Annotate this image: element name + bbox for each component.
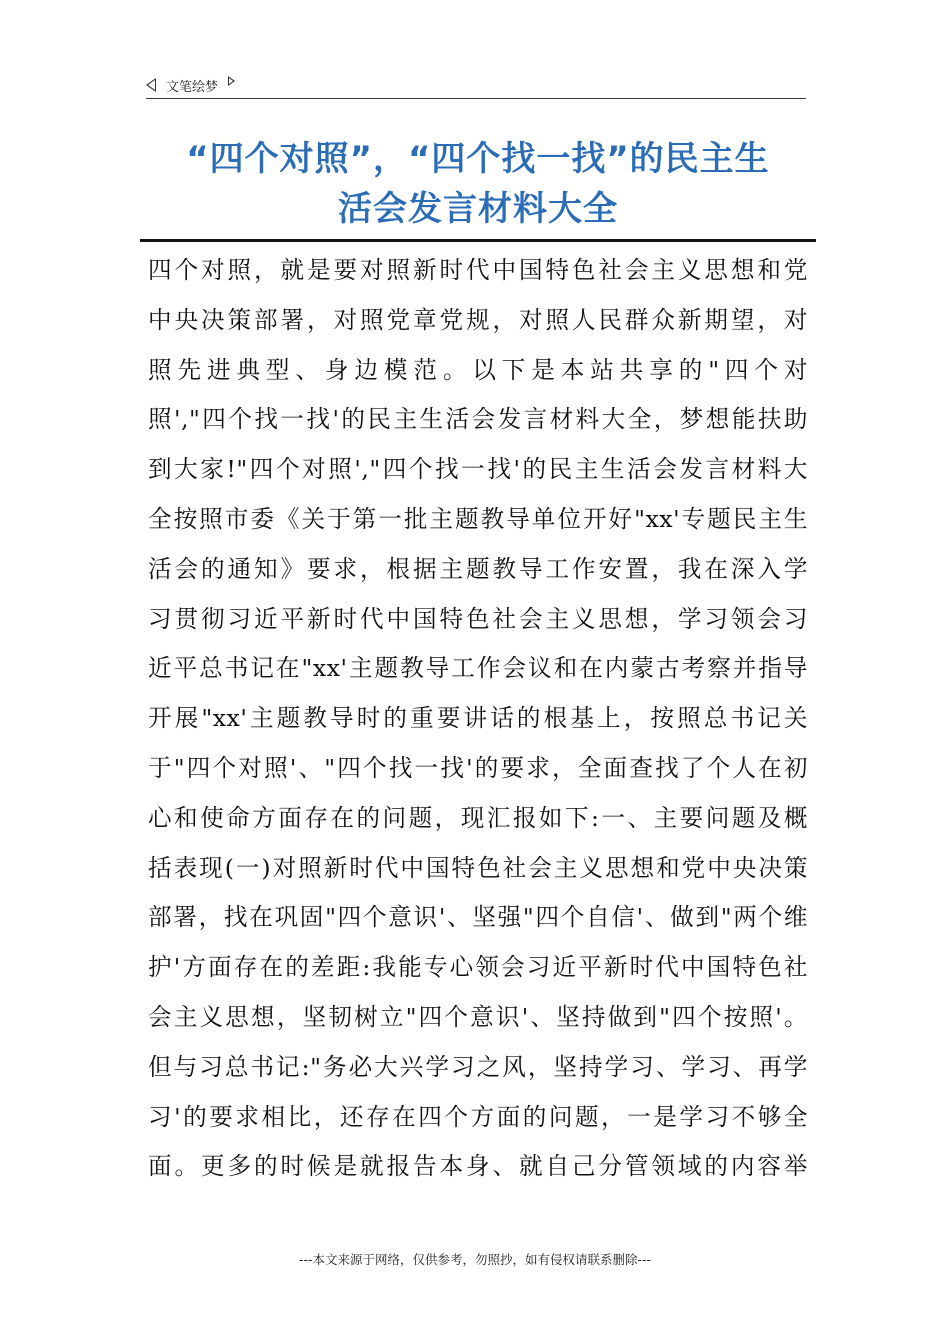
document-title-line1: “四个对照”，“四个找一找”的民主生 bbox=[186, 139, 770, 179]
body-line: 护'方面存在的差距:我能专心领会习近平新时代中国特色社 bbox=[148, 953, 808, 982]
document-title bbox=[140, 134, 816, 234]
body-line: 括表现(一)对照新时代中国特色社会主义思想和党中央决策 bbox=[148, 853, 808, 882]
body-line: 会主义思想，坚韧树立"四个意识'、坚持做到"四个按照'。 bbox=[148, 1002, 808, 1031]
document-title-line2: 活会发言材料大全 bbox=[338, 189, 618, 229]
body-line: 近平总书记在"xx'主题教导工作会议和在内蒙古考察并指导 bbox=[148, 654, 808, 683]
body-line: 活会的通知》要求，根据主题教导工作安置，我在深入学 bbox=[148, 554, 808, 583]
header-brand: 文笔绘梦 bbox=[166, 79, 219, 95]
body-text bbox=[148, 246, 808, 1192]
body-line: 习'的要求相比，还存在四个方面的问题，一是学习不够全 bbox=[148, 1102, 808, 1131]
body-line: 但与习总书记:"务必大兴学习之风，坚持学习、学习、再学 bbox=[148, 1052, 808, 1081]
footer-notice: ---本文来源于网络，仅供参考，勿照抄，如有侵权请联系删除--- bbox=[298, 1252, 652, 1267]
title-divider bbox=[140, 239, 816, 242]
body-line: 开展"xx'主题教导时的重要讲话的根基上，按照总书记关 bbox=[148, 704, 808, 733]
body-line: 面。更多的时候是就报告本身、就自己分管领域的内容举 bbox=[148, 1152, 808, 1181]
body-line: 部署，找在巩固"四个意识'、坚强"四个自信'、做到"两个维 bbox=[148, 903, 808, 932]
triangle-left-icon bbox=[146, 78, 156, 92]
triangle-right-icon bbox=[228, 76, 235, 86]
body-line: 四个对照，就是要对照新时代中国特色社会主义思想和党 bbox=[148, 256, 808, 284]
body-line: 全按照市委《关于第一批主题教导单位开好"xx'专题民主生 bbox=[148, 504, 808, 533]
body-line: 照',"四个找一找'的民主生活会发言材料大全，梦想能扶助 bbox=[148, 405, 808, 434]
body-line: 到大家!"四个对照',"四个找一找'的民主生活会发言材料大 bbox=[148, 455, 808, 484]
body-line: 于"四个对照'、"四个找一找'的要求，全面查找了个人在初 bbox=[148, 753, 808, 782]
body-line: 心和使命方面存在的问题，现汇报如下:一、主要问题及概 bbox=[148, 803, 808, 832]
body-line: 习贯彻习近平新时代中国特色社会主义思想，学习领会习 bbox=[148, 604, 808, 633]
page-header bbox=[146, 72, 806, 99]
body-line: 中央决策部署，对照党章党规，对照人民群众新期望，对 bbox=[148, 305, 808, 334]
body-line: 照先进典型、身边模范。以下是本站共享的"四个对 bbox=[148, 355, 808, 384]
